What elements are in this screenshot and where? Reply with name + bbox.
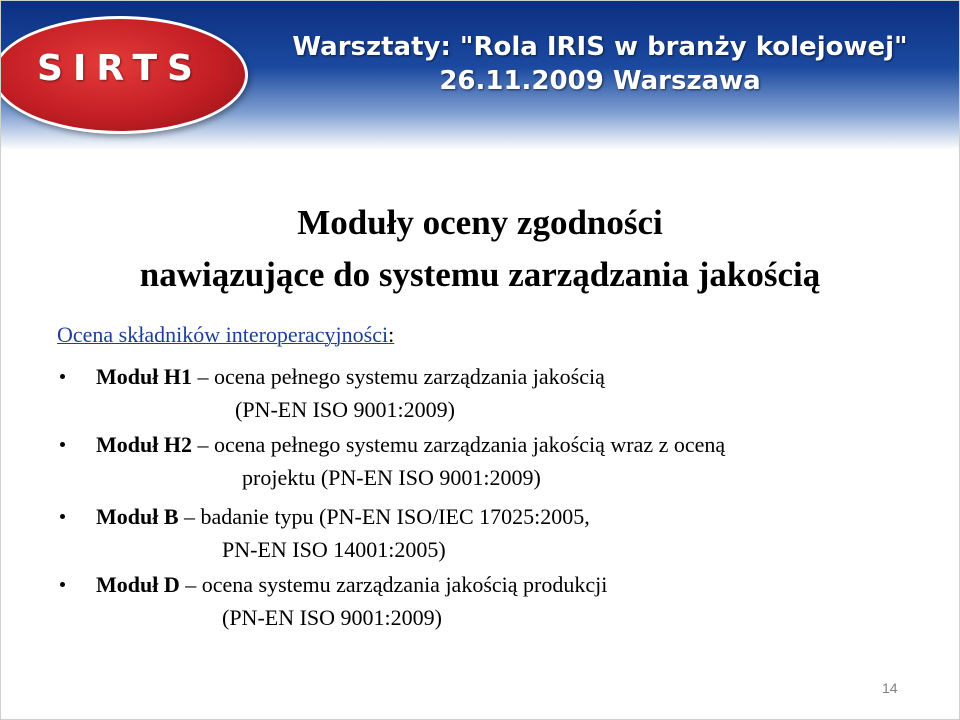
bullet-icon [60, 582, 65, 587]
module-standard: (PN-EN ISO 9001:2009) [235, 397, 455, 422]
module-standard: PN-EN ISO 14001:2005) [222, 537, 446, 562]
workshop-title-line1: Warsztaty: "Rola IRIS w branży kolejowej" [292, 32, 908, 62]
module-name: Moduł H1 [96, 364, 192, 389]
module-description: – ocena systemu zarządzania jakością produkcji [179, 572, 608, 597]
workshop-date-line: 26.11.2009 Warszawa [439, 66, 761, 96]
module-name: Moduł B [96, 504, 179, 529]
module-standard: projektu (PN-EN ISO 9001:2009) [242, 465, 541, 490]
bullet-line1 [96, 568, 607, 601]
module-name: Moduł D [96, 572, 180, 597]
module-standard: (PN-EN ISO 9001:2009) [222, 605, 442, 630]
module-description: – badanie typu (PN-EN ISO/IEC 17025:2005, [178, 504, 590, 529]
subtitle-text: Ocena składników interoperacyjności [57, 322, 389, 347]
page-number: 14 [882, 680, 898, 696]
bullet-line1 [96, 500, 590, 533]
module-name: Moduł H2 [96, 432, 192, 457]
slide-title-line1: Moduły oceny zgodności [297, 203, 663, 242]
module-description: – ocena pełnego systemu zarządzania jakością [191, 364, 605, 389]
module-description: – ocena pełnego systemu zarządzania jakością wraz z oceną [191, 432, 726, 457]
bullet-icon [60, 374, 65, 379]
bullet-line1 [96, 428, 725, 461]
bullet-icon [60, 442, 65, 447]
slide-title-line2: nawiązujące do systemu zarządzania jakością [139, 255, 821, 294]
subtitle-colon: : [388, 322, 395, 347]
logo-text: SIRTS [37, 48, 203, 89]
bullet-line1 [96, 360, 605, 393]
bullet-icon [60, 514, 65, 519]
